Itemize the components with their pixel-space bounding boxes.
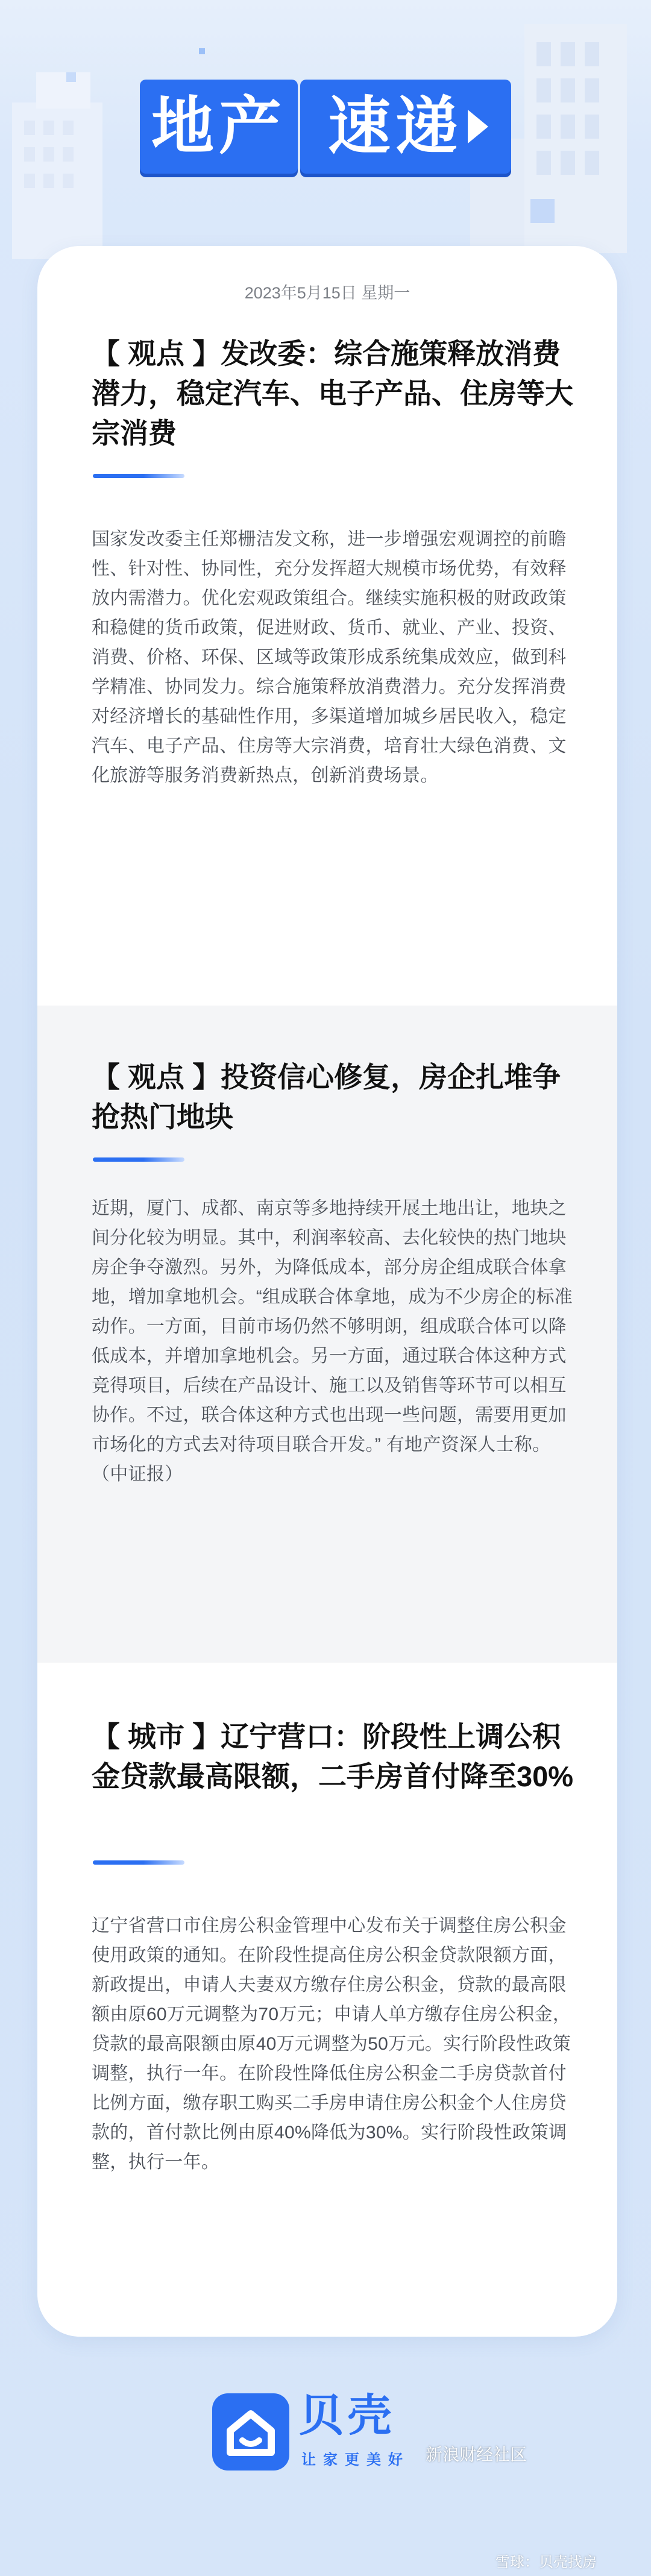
brand-name: 贝壳 (299, 2390, 395, 2440)
headline-underline (93, 1157, 184, 1162)
article-body: 近期，厦门、成都、南京等多地持续开展土地出让，地块之间分化较为明显。其中，利润率较高、去化较快的热门地块房企争夺激烈。另外，为降低成本，部分房企组成联合体拿地，增加拿地机会。“组成联合体拿地，成为不少房企的标准动作。一方面，目前市场仍然不够明朗，组成联合体可以降低成本，并增加拿地机会。另一方面，通过联合体这种方式竞得项目，后续在产品设计、施工以及销售等环节可以相互协作。不过，联合体这种方式也出现一些问题，需要用更加市场化的方式去对待项目联合开发。” 有地产资深人士称。（中证报） (92, 1198, 573, 1484)
banner-title-right-box (300, 80, 511, 174)
article-section-2 (37, 1006, 617, 1663)
play-arrow-icon (468, 110, 488, 143)
article-body: 国家发改委主任郑栅洁发文称，进一步增强宏观调控的前瞻性、针对性、协同性，充分发挥超大规模市场优势，有效释放内需潜力。优化宏观政策组合。继续实施积极的财政政策和稳健的货币政策，促进财政、货币、就业、产业、投资、消费、价格、环保、区域等政策形成系统集成效应，做到科学精准、协同发力。综合施策释放消费潜力。充分发挥消费对经济增长的基础性作用，多渠道增加城乡居民收入，稳定汽车、电子产品、住房等大宗消费，培育壮大绿色消费、文化旅游等服务消费新热点，创新消费场景。 (92, 529, 567, 786)
watermark-sina: 新浪财经社区 (426, 2445, 527, 2464)
banner-title-left: 地产 (151, 92, 286, 162)
footer (0, 2369, 651, 2576)
article-body: 辽宁省营口市住房公积金管理中心发布关于调整住房公积金使用政策的通知。在阶段性提高住房公积金贷款限额方面，新政提出，申请人夫妻双方缴存住房公积金，贷款的最高限额由原60万元调整为70万元；申请人单方缴存住房公积金，贷款的最高限额由原40万元调整为50万元。实行阶段性政策调整，执行一年。在阶段性降低住房公积金二手房贷款首付比例方面，缴存职工购买二手房申请住房公积金个人住房贷款的，首付款比例由原40%降低为30%。实行阶段性政策调整，执行一年。 (92, 1916, 571, 2172)
watermark-xueqiu: 雪球：贝壳找房 (495, 2554, 597, 2571)
article-section-1 (37, 246, 617, 1006)
news-card (37, 246, 617, 2337)
article-headline: 【 观点 】发改委：综合施策释放消费潜力，稳定汽车、电子产品、住房等大宗消费 (92, 338, 573, 449)
brand-slogan: 让家更美好 (301, 2452, 410, 2468)
article-section-3 (37, 1663, 617, 2337)
banner-title-left-box (140, 80, 298, 174)
date-label: 2023年5月15日 星期一 (244, 284, 410, 302)
banner-title-right: 速递 (328, 92, 464, 162)
article-headline: 【 观点 】投资信心修复，房企扎堆争抢热门地块 (92, 1061, 561, 1133)
brand-logo-icon (212, 2393, 289, 2471)
headline-underline (93, 1860, 184, 1865)
headline-underline (93, 474, 184, 478)
article-headline: 【 城市 】辽宁营口：阶段性上调公积金贷款最高限额，二手房首付降至30% (92, 1721, 574, 1792)
header-banner (140, 71, 511, 182)
